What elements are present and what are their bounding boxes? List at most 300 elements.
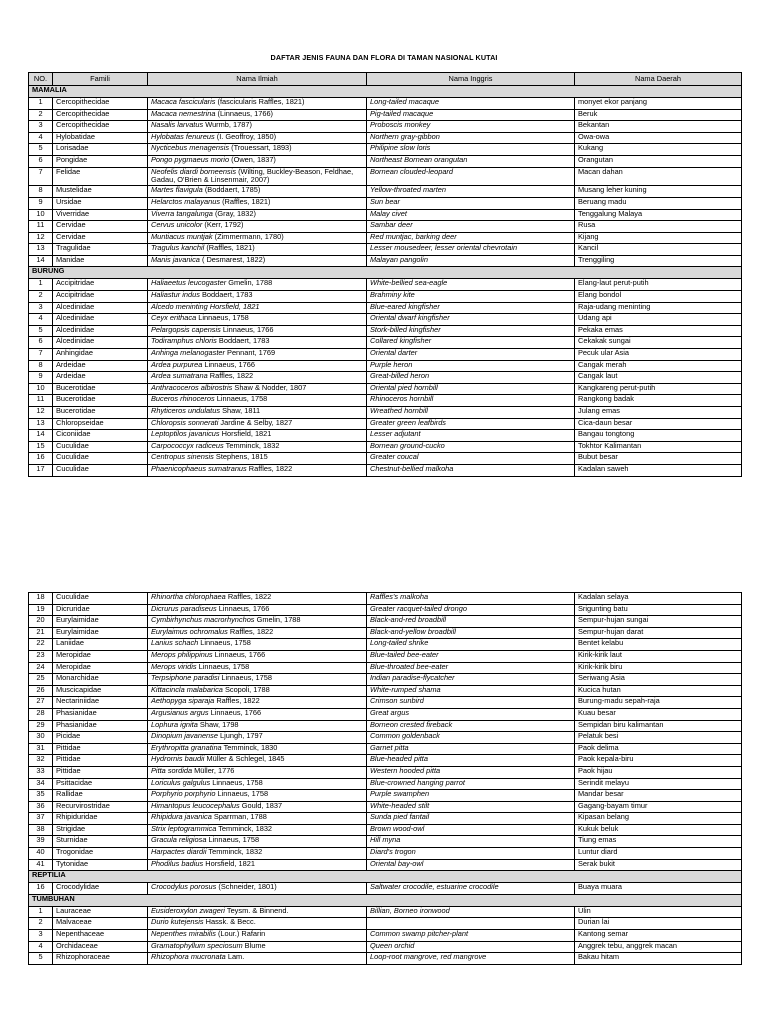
table-row (29, 778, 742, 790)
cell-nama-daerah: Burung-madu sepah-raja (575, 697, 742, 709)
cell-nama-inggris: Wreathed hornbill (367, 407, 575, 419)
table-row (29, 836, 742, 848)
cell-no: 21 (29, 627, 53, 639)
cell-no: 8 (29, 360, 53, 372)
cell-nama-daerah: Kadalan selaya (575, 593, 742, 605)
scientific-name: Merops viridis (151, 662, 197, 671)
cell-no: 5 (29, 325, 53, 337)
cell-famili: Ardeidae (53, 372, 148, 384)
cell-nama-daerah: Trenggiling (575, 255, 742, 267)
table-row (29, 766, 742, 778)
author-citation: Pennant, 1769 (224, 348, 276, 358)
cell-nama-inggris: Bornean ground-cucko (367, 441, 575, 453)
scientific-name: Crocodylus porosus (151, 882, 217, 892)
scientific-name: Gracula religiosa (151, 835, 207, 845)
cell-no: 35 (29, 790, 53, 802)
author-citation: Linnaeus, 1758 (219, 673, 272, 683)
cell-nama-ilmiah (148, 708, 367, 720)
cell-famili: Malvaceae (53, 918, 148, 930)
scientific-name: Rhyticeros undulatus (151, 406, 221, 415)
cell-no: 5 (29, 144, 53, 156)
cell-nama-daerah: Paok kepala-biru (575, 755, 742, 767)
cell-no: 11 (29, 221, 53, 233)
scientific-name: Lanius schach (151, 638, 199, 648)
cell-no: 28 (29, 708, 53, 720)
cell-nama-ilmiah (148, 430, 367, 442)
document-title: DAFTAR JENIS FAUNA DAN FLORA DI TAMAN NASIONAL KUTAI (270, 53, 498, 62)
table-body-part-2 (29, 593, 742, 965)
cell-nama-daerah: Kijang (575, 232, 742, 244)
cell-no: 12 (29, 407, 53, 419)
author-citation: Boddaert, 1783 (216, 336, 270, 346)
cell-nama-daerah: Buaya muara (575, 883, 742, 895)
table-header-row (29, 73, 742, 86)
scientific-name: Chloropsis sonnerati (151, 418, 219, 427)
author-citation: Stephens, 1815 (213, 452, 268, 462)
author-citation: Raffles, 1822 (225, 592, 272, 601)
scientific-name: Pongo pygmaeus morio (151, 155, 230, 164)
cell-no: 41 (29, 859, 53, 871)
species-table-part-2 (28, 592, 742, 965)
cell-nama-ilmiah (148, 801, 367, 813)
author-citation: Raffles, 1822 (214, 696, 260, 706)
cell-nama-ilmiah (148, 953, 367, 965)
cell-nama-ilmiah (148, 325, 367, 337)
cell-no: 30 (29, 732, 53, 744)
cell-nama-ilmiah (148, 941, 367, 953)
cell-no: 32 (29, 755, 53, 767)
cell-nama-daerah: Luntur diard (575, 848, 742, 860)
author-citation: Linnaeus, 1766 (202, 360, 255, 369)
scientific-name: Leptoptilos javanicus (151, 429, 220, 439)
table-row (29, 302, 742, 314)
cell-nama-inggris: Common goldenback (367, 732, 575, 744)
scientific-name: Hylobatas fenureus (151, 132, 215, 141)
table-row (29, 464, 742, 476)
scientific-name: Cervus unicolor (151, 220, 203, 230)
table-row (29, 441, 742, 453)
table-row (29, 801, 742, 813)
author-citation: Hassk. & Becc. (203, 917, 256, 927)
cell-nama-inggris: Northeast Bornean orangutan (367, 155, 575, 167)
cell-famili: Bucerotidae (53, 407, 148, 419)
cell-nama-inggris: Indian paradise-flycatcher (367, 674, 575, 686)
cell-nama-daerah: Serak bukit (575, 859, 742, 871)
author-citation: Linnaeus, 1758 (206, 835, 260, 845)
scientific-name: Haliaeetus leucogaster (151, 278, 227, 288)
cell-nama-daerah: Rusa (575, 221, 742, 233)
author-citation: Linnaeus, 1766 (212, 650, 266, 659)
cell-nama-daerah: Elang-laut perut-putih (575, 279, 742, 291)
table-row (29, 209, 742, 221)
author-citation: Boddaert, 1783 (199, 290, 253, 300)
scientific-name: Pelargopsis capensis (151, 325, 221, 334)
cell-nama-ilmiah (148, 109, 367, 121)
table-row (29, 186, 742, 198)
scientific-name: Kittacincla malabarica (151, 685, 223, 694)
cell-famili: Psittacidae (53, 778, 148, 790)
cell-nama-daerah: Julang emas (575, 407, 742, 419)
cell-no: 7 (29, 349, 53, 361)
scientific-name: Nycticebus menagensis (151, 143, 230, 153)
table-row (29, 639, 742, 651)
cell-famili: Bucerotidae (53, 383, 148, 395)
cell-nama-ilmiah (148, 930, 367, 942)
cell-nama-daerah: Udang api (575, 314, 742, 326)
author-citation: Sparrman, 1788 (211, 812, 267, 822)
table-row (29, 755, 742, 767)
scientific-name: Harpactes diardii (151, 847, 207, 857)
cell-nama-ilmiah (148, 372, 367, 384)
cell-nama-daerah: Owa-owa (575, 132, 742, 144)
cell-nama-inggris: Black-and-red broadbill (367, 616, 575, 628)
table-row (29, 430, 742, 442)
table-row (29, 291, 742, 303)
cell-famili: Alcedinidae (53, 302, 148, 314)
cell-no: 25 (29, 674, 53, 686)
table-row (29, 918, 742, 930)
cell-nama-inggris: Billian, Borneo ironwood (367, 906, 575, 918)
cell-nama-ilmiah (148, 464, 367, 476)
cell-nama-daerah: Cekakak sungai (575, 337, 742, 349)
author-citation: Gmelin, 1788 (226, 278, 273, 288)
cell-nama-inggris: Purple heron (367, 360, 575, 372)
cell-nama-daerah: Elang bondol (575, 291, 742, 303)
cell-no: 3 (29, 302, 53, 314)
cell-nama-inggris: Blue-eared kingfisher (367, 302, 575, 314)
cell-famili: Pongidae (53, 155, 148, 167)
cell-famili: Ardeidae (53, 360, 148, 372)
table-row (29, 953, 742, 965)
table-row (29, 109, 742, 121)
cell-nama-daerah: Ulin (575, 906, 742, 918)
cell-no: 10 (29, 209, 53, 221)
scientific-name: Eusideroxylon zwageri (151, 906, 225, 915)
cell-famili: Tragulidae (53, 244, 148, 256)
scientific-name: Cymbirhynchus macrorhynchos (151, 615, 255, 625)
cell-nama-inggris (367, 918, 575, 930)
cell-famili: Cercopithecidae (53, 98, 148, 110)
author-citation: Linnaeus, 1758 (214, 394, 268, 404)
cell-nama-daerah: Srigunting batu (575, 604, 742, 616)
cell-nama-ilmiah (148, 395, 367, 407)
cell-no: 13 (29, 418, 53, 430)
cell-nama-daerah: Sempur-hujan darat (575, 627, 742, 639)
author-citation: Raffles, 1822 (227, 627, 274, 636)
table-row (29, 372, 742, 384)
cell-nama-ilmiah (148, 167, 367, 186)
cell-nama-inggris: Chestnut-bellied malkoha (367, 464, 575, 476)
cell-nama-daerah: Durian lai (575, 918, 742, 930)
cell-nama-inggris: Lesser mousedeer, lesser oriental chevrotain (367, 244, 575, 256)
cell-nama-inggris: Blue-tailed bee-eater (367, 650, 575, 662)
cell-nama-ilmiah (148, 766, 367, 778)
cell-famili: Felidae (53, 167, 148, 186)
cell-nama-daerah: Kuau besar (575, 708, 742, 720)
scientific-name: Centropus sinensis (151, 452, 214, 462)
cell-nama-ilmiah (148, 197, 367, 209)
table-row (29, 453, 742, 465)
cell-famili: Hylobatidae (53, 132, 148, 144)
scientific-name: Erythropitta granatina (151, 743, 222, 752)
cell-nama-daerah: Gagang-bayam timur (575, 801, 742, 813)
author-citation: Horsfield, 1821 (203, 859, 255, 868)
cell-famili: Monarchidae (53, 674, 148, 686)
cell-no: 4 (29, 314, 53, 326)
author-citation: Linnaeus, 1758 (196, 662, 250, 671)
author-citation: (Owen, 1837) (229, 155, 276, 164)
cell-nama-daerah: Mandar besar (575, 790, 742, 802)
cell-no: 2 (29, 918, 53, 930)
cell-famili: Alcedinidae (53, 337, 148, 349)
cell-famili: Cuculidae (53, 441, 148, 453)
cell-famili: Alcedinidae (53, 325, 148, 337)
cell-nama-inggris: Saltwater crocodile, estuarine crocodile (367, 883, 575, 895)
cell-famili: Anhingidae (53, 349, 148, 361)
scientific-name: Eurylaimus ochromalus (151, 627, 228, 636)
cell-famili: Meropidae (53, 650, 148, 662)
cell-nama-inggris: Hill myna (367, 836, 575, 848)
author-citation: Temminck, 1832 (206, 847, 263, 857)
author-citation: Gmelin, 1788 (254, 615, 301, 625)
cell-nama-inggris: Western hooded pitta (367, 766, 575, 778)
cell-nama-inggris: Sunda pied fantail (367, 813, 575, 825)
cell-nama-ilmiah (148, 441, 367, 453)
cell-nama-daerah: Raja-udang meninting (575, 302, 742, 314)
cell-nama-inggris: Yellow-throated marten (367, 186, 575, 198)
scientific-name: Helarctos malayanus (151, 197, 221, 206)
author-citation: Linnaeus, 1766 (208, 708, 262, 717)
author-citation: Linnaeus, 1766 (216, 604, 270, 613)
table-row (29, 407, 742, 419)
cell-nama-inggris: Purple swamphen (367, 790, 575, 802)
cell-nama-daerah: Cica-daun besar (575, 418, 742, 430)
cell-nama-ilmiah (148, 778, 367, 790)
author-citation: Shaw, 1798 (197, 720, 239, 729)
cell-nama-daerah: Beruk (575, 109, 742, 121)
section-row (29, 871, 742, 883)
author-citation: Wurmb, 1787) (203, 120, 252, 130)
cell-no: 1 (29, 279, 53, 291)
author-citation: Temminck, 1832 (223, 441, 280, 450)
cell-nama-ilmiah (148, 314, 367, 326)
cell-nama-ilmiah (148, 720, 367, 732)
cell-famili: Nepenthaceae (53, 930, 148, 942)
scientific-name: Dinopium javanense (151, 731, 218, 741)
cell-nama-ilmiah (148, 604, 367, 616)
author-citation: Teysm. & Binnend. (224, 906, 289, 915)
table-row (29, 697, 742, 709)
cell-nama-inggris: Long-tailed shrike (367, 639, 575, 651)
cell-nama-daerah: Beruang madu (575, 197, 742, 209)
scientific-name: Terpsiphone paradisi (151, 673, 220, 683)
cell-famili: Cuculidae (53, 593, 148, 605)
cell-famili: Accipitridae (53, 279, 148, 291)
cell-nama-ilmiah (148, 790, 367, 802)
cell-no: 4 (29, 941, 53, 953)
cell-no: 9 (29, 372, 53, 384)
cell-no: 39 (29, 836, 53, 848)
cell-nama-inggris: Greater green leafbirds (367, 418, 575, 430)
table-row (29, 883, 742, 895)
author-citation: Linnaeus, 1758 (210, 778, 263, 787)
cell-nama-inggris: Garnet pitta (367, 743, 575, 755)
cell-nama-daerah: Bubut besar (575, 453, 742, 465)
scientific-name: Neofelis diardi borneensis (151, 167, 237, 176)
table-row (29, 859, 742, 871)
table-row (29, 167, 742, 186)
cell-no: 16 (29, 453, 53, 465)
cell-nama-daerah: Paok delima (575, 743, 742, 755)
author-citation: Horsfield, 1821 (219, 429, 272, 439)
cell-famili: Lauraceae (53, 906, 148, 918)
cell-nama-inggris: Oriental dwarf kingfisher (367, 314, 575, 326)
scientific-name: Dicrurus paradiseus (151, 604, 217, 613)
cell-no: 11 (29, 395, 53, 407)
cell-nama-ilmiah (148, 209, 367, 221)
cell-nama-ilmiah (148, 186, 367, 198)
cell-nama-inggris: White-rumped shama (367, 685, 575, 697)
scientific-name: Muntiacus muntjak (151, 232, 213, 241)
cell-nama-inggris: Common swamp pitcher-plant (367, 930, 575, 942)
table-row (29, 121, 742, 133)
cell-nama-ilmiah (148, 121, 367, 133)
table-row (29, 743, 742, 755)
cell-nama-ilmiah (148, 906, 367, 918)
cell-no: 17 (29, 464, 53, 476)
table-row (29, 395, 742, 407)
cell-nama-ilmiah (148, 337, 367, 349)
author-citation: Müller & Schlegel, 1845 (204, 754, 285, 764)
cell-famili: Cercopithecidae (53, 109, 148, 121)
cell-nama-daerah: Tokhtor Kalimantan (575, 441, 742, 453)
scientific-name: Alcedo meninting Horsfield, 1821 (151, 302, 260, 311)
cell-nama-inggris: Raffles's malkoha (367, 593, 575, 605)
scientific-name: Aethopyga siparaja (151, 696, 215, 706)
cell-nama-ilmiah (148, 360, 367, 372)
cell-nama-ilmiah (148, 244, 367, 256)
cell-nama-inggris: White-bellied sea-eagle (367, 279, 575, 291)
cell-nama-daerah: Cangak laut (575, 372, 742, 384)
table-row (29, 349, 742, 361)
scientific-name: Rhinortha chlorophaea (151, 592, 226, 601)
section-label: REPTILIA (29, 871, 742, 883)
cell-nama-inggris: Queen orchid (367, 941, 575, 953)
cell-famili: Phasianidae (53, 708, 148, 720)
cell-nama-ilmiah (148, 383, 367, 395)
scientific-name: Durio kutejensis (151, 917, 204, 927)
cell-no: 9 (29, 197, 53, 209)
scientific-name: Strix leptogrammica (151, 824, 217, 833)
cell-nama-ilmiah (148, 755, 367, 767)
scientific-name: Macaca fascicularis (151, 97, 216, 106)
cell-nama-inggris: Oriental bay-owl (367, 859, 575, 871)
section-row (29, 86, 742, 98)
cell-nama-daerah: Pelatuk besi (575, 732, 742, 744)
scientific-name: Himantopus leucocephalus (151, 801, 240, 810)
cell-nama-inggris: Malay civet (367, 209, 575, 221)
cell-nama-inggris: Oriental darter (367, 349, 575, 361)
scientific-name: Phaenicophaeus sumatranus (151, 464, 247, 473)
scientific-name: Phodilus badius (151, 859, 204, 868)
cell-no: 6 (29, 155, 53, 167)
cell-no: 29 (29, 720, 53, 732)
cell-nama-daerah: Pecuk ular Asia (575, 349, 742, 361)
cell-nama-ilmiah (148, 144, 367, 156)
cell-no: 13 (29, 244, 53, 256)
cell-famili: Sturnidae (53, 836, 148, 848)
cell-nama-daerah: Kukang (575, 144, 742, 156)
cell-no: 22 (29, 639, 53, 651)
author-citation: Linnaeus, 1758 (196, 313, 249, 323)
table-row (29, 708, 742, 720)
cell-nama-daerah: Kangkareng perut-putih (575, 383, 742, 395)
cell-nama-inggris: Borneon crested fireback (367, 720, 575, 732)
table-row (29, 144, 742, 156)
author-citation: (Gray, 1832) (212, 209, 256, 218)
cell-famili: Cervidae (53, 221, 148, 233)
cell-nama-ilmiah (148, 859, 367, 871)
cell-nama-ilmiah (148, 302, 367, 314)
scientific-name: Argusianus argus (151, 708, 209, 717)
cell-nama-ilmiah (148, 279, 367, 291)
author-citation: Gould, 1837 (239, 801, 283, 810)
table-row (29, 279, 742, 291)
cell-nama-inggris: White-headed stilt (367, 801, 575, 813)
table-row (29, 383, 742, 395)
cell-nama-daerah: Kirik-kirik biru (575, 662, 742, 674)
cell-nama-daerah: Kucica hutan (575, 685, 742, 697)
cell-no: 34 (29, 778, 53, 790)
cell-nama-daerah: Kantong semar (575, 930, 742, 942)
cell-famili: Rhizophoraceae (53, 953, 148, 965)
scientific-name: Loriculus galgulus (151, 778, 211, 787)
cell-no: 37 (29, 813, 53, 825)
scientific-name: Merops philippinus (151, 650, 213, 659)
cell-no: 38 (29, 824, 53, 836)
cell-famili: Bucerotidae (53, 395, 148, 407)
cell-nama-daerah: Anggrek tebu, anggrek macan (575, 941, 742, 953)
author-citation: Ljungh, 1797 (217, 731, 263, 741)
scientific-name: Porphyrio porphyrio (151, 789, 216, 799)
author-citation: (Raffles, 1821) (204, 243, 255, 253)
cell-nama-inggris: Bornean clouded-leopard (367, 167, 575, 186)
section-label: BURUNG (29, 267, 742, 279)
cell-nama-inggris: Philipine slow loris (367, 144, 575, 156)
author-citation: Blume (242, 941, 266, 950)
cell-famili: Pittidae (53, 743, 148, 755)
cell-nama-ilmiah (148, 255, 367, 267)
cell-nama-inggris: Proboscis monkey (367, 121, 575, 133)
cell-nama-inggris: Lesser adjutant (367, 430, 575, 442)
author-citation: Temminck, 1832 (216, 824, 273, 833)
cell-nama-daerah: Cangak merah (575, 360, 742, 372)
cell-no: 18 (29, 593, 53, 605)
cell-no: 12 (29, 232, 53, 244)
cell-no: 27 (29, 697, 53, 709)
table-row (29, 848, 742, 860)
cell-famili: Recurvirostridae (53, 801, 148, 813)
cell-famili: Cercopithecidae (53, 121, 148, 133)
author-citation: (Zimmermann, 1780) (212, 232, 284, 241)
cell-nama-daerah: Sempidan biru kalimantan (575, 720, 742, 732)
author-citation: Linnaeus, 1758 (215, 789, 269, 799)
cell-nama-inggris: Blue-throated bee-eater (367, 662, 575, 674)
cell-famili: Cuculidae (53, 453, 148, 465)
cell-famili: Mustelidae (53, 186, 148, 198)
cell-famili: Alcedinidae (53, 314, 148, 326)
cell-nama-ilmiah (148, 848, 367, 860)
